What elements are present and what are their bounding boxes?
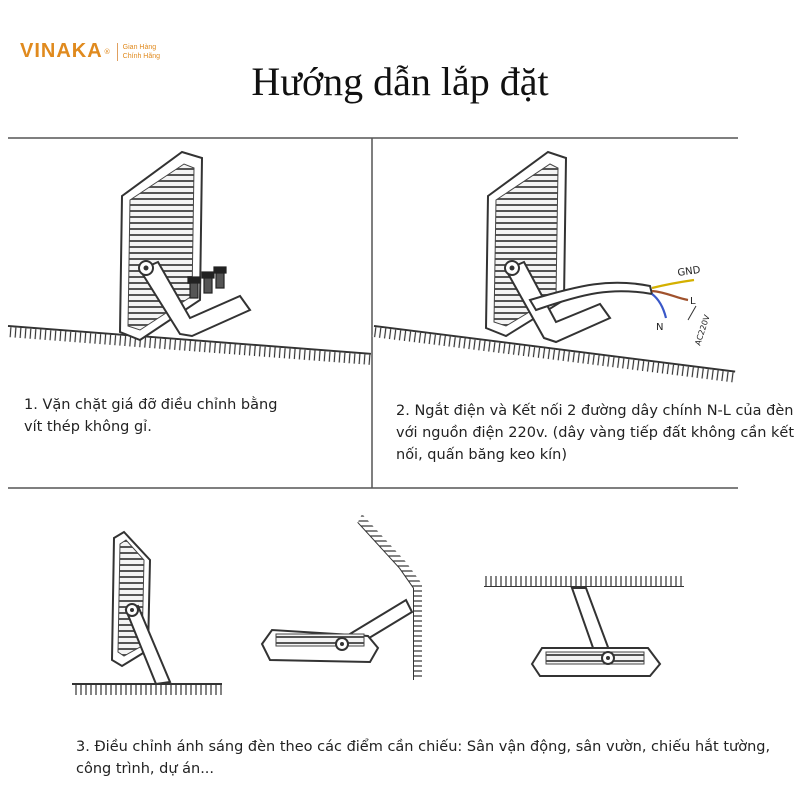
label-voltage: AC220V — [693, 313, 712, 347]
label-gnd: GND — [676, 264, 702, 279]
step1-caption: 1. Vặn chặt giá đỡ điều chỉnh bằng vít thép không gỉ. — [24, 397, 278, 435]
neutral-wire — [652, 294, 666, 318]
step3-illustration-wall — [262, 514, 422, 680]
voltage-connector — [688, 306, 696, 320]
registered-mark: ® — [103, 47, 111, 56]
brand-name: VINAKA — [20, 40, 103, 62]
step1-illustration — [7, 103, 371, 365]
step2-illustration — [373, 152, 736, 383]
step3-caption: 3. Điều chỉnh ánh sáng đèn theo các điểm cần chiếu: Sân vận động, sân vườn, chiếu hắt tường, công trình, dự án... — [76, 739, 771, 777]
wires — [652, 280, 694, 318]
label-neutral: N — [656, 322, 664, 333]
step3-illustration-ground — [72, 532, 222, 695]
flood-light-body-2 — [486, 152, 566, 336]
ground-wire — [652, 280, 694, 288]
step3-illustration-ceiling — [484, 576, 684, 676]
label-live: L — [690, 296, 696, 307]
brand-tagline-line1: Gian Hàng — [122, 43, 157, 51]
brand-tagline-line2: Chính Hãng — [122, 52, 161, 60]
step2-caption: 2. Ngắt điện và Kết nối 2 đường dây chính N-L của đèn với nguồn điện 220v. (dây vàng tiếp đất không cần kết nối, quấn băng keo kín) — [396, 403, 795, 463]
page-title: Hướng dẫn lắp đặt — [251, 59, 549, 104]
